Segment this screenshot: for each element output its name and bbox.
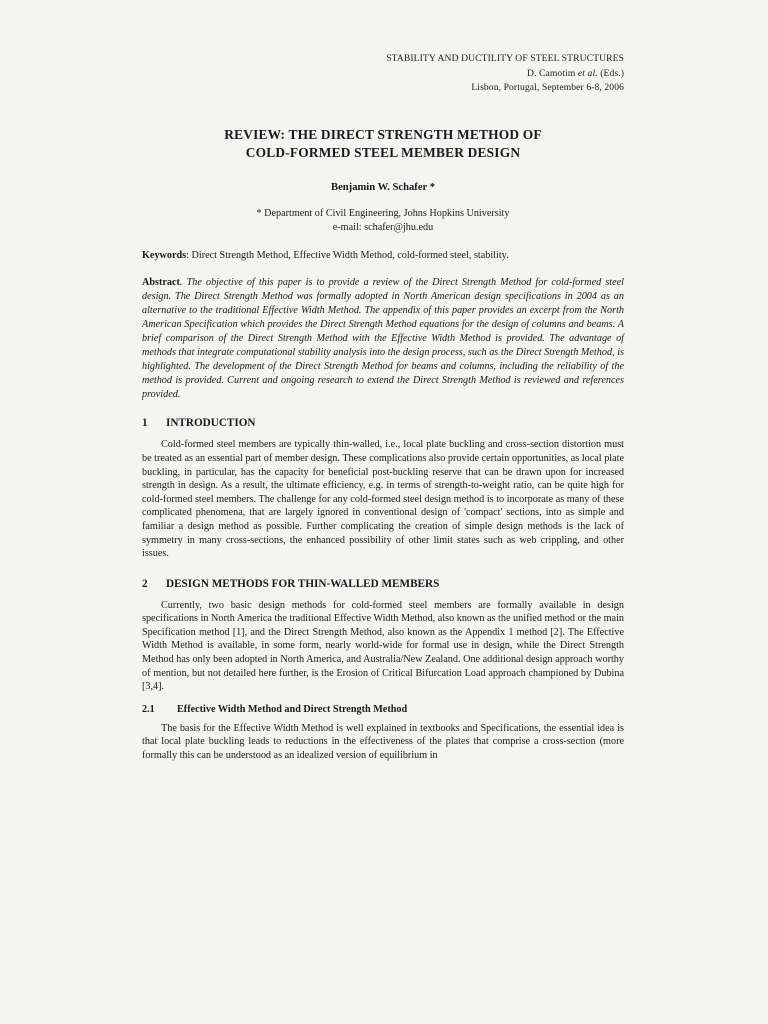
section-2-paragraph: Currently, two basic design methods for cold-formed steel members are formally available in design specifications in North America the traditional Effective Width Method, also known as the unified method or the main Specification method [1], and the Direct Strength Method, also known as the Appendix 1 method [2]. The Effective Width Method is available, in some form, nearly world-wide for formal use in design, while the Direct Strength Method has only been adopted in North America, and Australia/New Zealand. One additional design approach worthy of mention, but not detailed here further, is the Erosion of Critical Bifurcation Load approach championed by Dubina [3,4]. bbox=[142, 599, 624, 693]
keywords bbox=[142, 249, 624, 263]
section-heading-2 bbox=[142, 576, 624, 592]
abstract-text: . The objective of this paper is to provide a review of the Direct Strength Method for cold-formed steel design. The Direct Strength Method was formally adopted in North American design specifications in 2004 as an alternative to the traditional Effective Width Method. The appendix of this paper provides an excerpt from the North American Specification which provides the Direct Strength Method equations for the design of columns and beams. A brief comparison of the Direct Strength Method with the Effective Width Method is provided. The advantage of methods that integrate computational stability analysis into the design process, such as the Direct Strength Method, is highlighted. The development of the Direct Strength Method for beams and columns, including the reliability of the method is provided. Current and ongoing research to extend the Direct Strength Method is reviewed and references provided. bbox=[142, 276, 624, 401]
editors-name: D. Camotim bbox=[526, 67, 578, 79]
editors-suffix: (Eds.) bbox=[597, 67, 624, 79]
section-heading-1 bbox=[142, 415, 624, 431]
subsection-heading-2-1 bbox=[142, 703, 624, 717]
affiliation-email: e-mail: schafer@jhu.edu bbox=[332, 221, 434, 233]
section-number: 2 bbox=[142, 577, 148, 590]
affiliation bbox=[142, 207, 624, 235]
abstract-label: Abstract bbox=[142, 276, 180, 288]
conference-name: STABILITY AND DUCTILITY OF STEEL STRUCTURES bbox=[386, 53, 624, 64]
editors bbox=[142, 67, 624, 82]
conference-location-date: Lisbon, Portugal, September 6-8, 2006 bbox=[471, 82, 624, 93]
paper-title bbox=[142, 126, 624, 162]
keywords-label: Keywords bbox=[142, 249, 187, 261]
section-title: INTRODUCTION bbox=[166, 417, 256, 430]
subsection-number: 2.1 bbox=[142, 703, 155, 715]
paper-title-line-2: COLD-FORMED STEEL MEMBER DESIGN bbox=[245, 144, 521, 160]
subsection-title: Effective Width Method and Direct Strength Method bbox=[177, 703, 408, 715]
abstract bbox=[142, 276, 624, 403]
affiliation-department: * Department of Civil Engineering, Johns Hopkins University bbox=[256, 207, 510, 219]
editors-etal: et al. bbox=[577, 67, 598, 79]
author-name: Benjamin W. Schafer * bbox=[331, 181, 435, 193]
section-title: DESIGN METHODS FOR THIN-WALLED MEMBERS bbox=[166, 577, 440, 590]
paper-title-line-1: REVIEW: THE DIRECT STRENGTH METHOD OF bbox=[224, 126, 542, 142]
keywords-text: : Direct Strength Method, Effective Width Method, cold-formed steel, stability. bbox=[186, 249, 509, 261]
conference-header bbox=[142, 52, 624, 96]
section-1-paragraph: Cold-formed steel members are typically thin-walled, i.e., local plate buckling and cross-section distortion must be treated as an essential part of member design. These complications also provide certain opportunities, as local plate buckling, in particular, has the capacity for beneficial post-buckling reserve that can be drawn upon for increased strength in design. As a result, the ultimate efficiency, e.g. in terms of strength-to-weight ratio, can be quite high for cold-formed steel members. The challenge for any cold-formed steel design method is to incorporate as many of these complicated phenomena, that are largely ignored in conventional design of 'compact' sections, into as simple and familiar a design method as possible. Further complicating the creation of simple design methods is the lack of symmetry in many cross-sections, the enhanced possibility of other limit states such as web crippling, and other issues. bbox=[142, 439, 624, 560]
subsection-2-1-paragraph: The basis for the Effective Width Method is well explained in textbooks and Specifications, the essential idea is that local plate buckling leads to reductions in the effectiveness of the plates that comprise a cross-section (more formally this can be understood as an idealized version of equilibrium in bbox=[142, 722, 624, 762]
section-number: 1 bbox=[142, 417, 148, 430]
